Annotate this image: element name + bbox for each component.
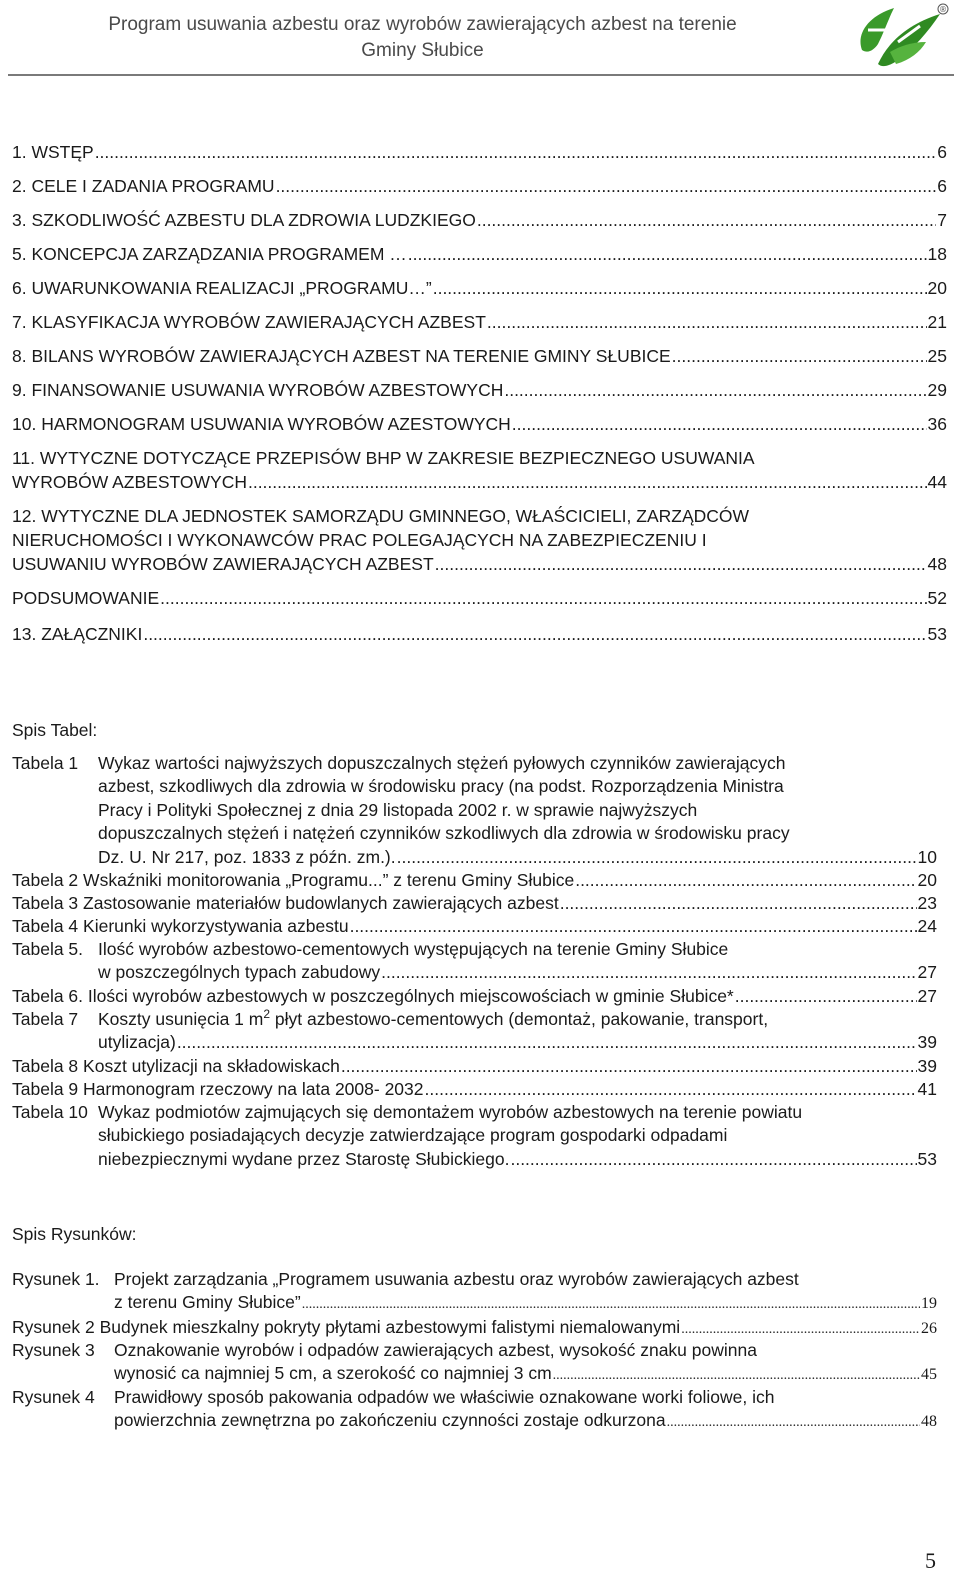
registered-mark: ®: [939, 5, 947, 14]
toc-item-title: PODSUMOWANIE: [12, 588, 160, 608]
figures-list-heading: Spis Rysunków:: [12, 1224, 137, 1244]
entry-text-line: Harmonogram rzeczowy na lata 2008- 2032: [83, 1079, 424, 1099]
document-title-line1: Program usuwania azbestu oraz wyrobów zawierających azbest na terenie: [108, 14, 737, 35]
toc-item-title: 2. CELE I ZADANIA PROGRAMU: [12, 176, 275, 196]
entry-text-line: Kierunki wykorzystywania azbestu: [83, 916, 349, 936]
toc-item-page: 44: [927, 472, 947, 492]
toc-item-title: 5. KONCEPCJA ZARZĄDZANIA PROGRAMEM …: [12, 244, 407, 264]
leader-dots: [408, 242, 927, 266]
toc-item-page: 53: [927, 624, 947, 644]
entry-page: 24: [917, 916, 937, 936]
table-entry-3[interactable]: [12, 892, 937, 915]
header-divider: [8, 74, 954, 76]
entry-label: Tabela 6.: [12, 986, 84, 1006]
table-entry-5[interactable]: [12, 938, 937, 985]
leader-dots: [681, 1318, 920, 1341]
entry-text-line: powierzchnia zewnętrzna po zakończeniu czynności zostaje odkurzona: [114, 1410, 666, 1431]
leader-dots: [143, 622, 926, 646]
toc-item-6[interactable]: [12, 276, 947, 300]
leader-dots: [510, 1148, 916, 1171]
entry-label: Tabela 3: [12, 893, 79, 913]
entry-text-line: wynosić ca najmniej 5 cm, a szerokość co najmniej 3 cm: [114, 1363, 552, 1384]
entry-text-line: Budynek mieszkalny pokryty płytami azbestowymi falistymi niemalowanymi: [99, 1317, 681, 1337]
toc-item-title: USUWANIU WYROBÓW ZAWIERAJĄCYCH AZBEST: [12, 554, 434, 574]
leader-dots: [276, 174, 937, 198]
entry-text-line: Projekt zarządzania „Programem usuwania azbestu oraz wyrobów zawierających azbest: [114, 1269, 799, 1289]
figure-entry-3[interactable]: [12, 1339, 937, 1388]
leader-dots: [248, 470, 927, 494]
toc-item-2[interactable]: [12, 174, 947, 198]
leader-dots: [512, 412, 927, 436]
entry-text-line: z terenu Gminy Słubice”: [114, 1292, 301, 1313]
toc-item-title-line: 12. WYTYCZNE DLA JEDNOSTEK SAMORZĄDU GMINNEGO, WŁAŚCICIELI, ZARZĄDCÓW: [12, 506, 750, 526]
leader-dots: [302, 1293, 920, 1316]
table-entry-2[interactable]: [12, 869, 937, 892]
entry-text-line: w poszczególnych typach zabudowy: [98, 962, 381, 983]
toc-item-page: 36: [927, 414, 947, 434]
organization-logo: [848, 2, 958, 72]
entry-label: Rysunek 1.: [12, 1269, 100, 1289]
toc-item-page: 21: [927, 312, 947, 332]
leader-dots: [553, 1364, 920, 1387]
toc-item-title-line: 11. WYTYCZNE DOTYCZĄCE PRZEPISÓW BHP W ZAKRESIE BEZPIECZNEGO USUWANIA: [12, 448, 755, 468]
toc-item-page: 25: [927, 346, 947, 366]
figure-entry-1[interactable]: [12, 1268, 937, 1317]
entry-page: 39: [917, 1032, 937, 1053]
leader-dots: [504, 378, 926, 402]
entry-label: Tabela 5.: [12, 939, 84, 959]
toc-item-page: 52: [927, 588, 947, 608]
leader-dots: [341, 1055, 917, 1078]
entry-page: 23: [917, 893, 937, 913]
leader-dots: [160, 586, 926, 610]
toc-item-10[interactable]: [12, 412, 947, 436]
leader-dots: [381, 961, 916, 984]
leader-dots: [487, 310, 927, 334]
leaf-logo-icon: [848, 2, 958, 72]
entry-page: 10: [917, 846, 937, 867]
toc-item-title: 1. WSTĘP: [12, 142, 94, 162]
leader-dots: [177, 1031, 917, 1054]
entry-label: Tabela 10: [12, 1102, 88, 1122]
entry-page: 20: [917, 870, 937, 890]
entry-page: 48: [921, 1413, 937, 1431]
entry-text-line: niebezpiecznymi wydane przez Starostę Słubickiego.: [98, 1148, 510, 1169]
toc-item-page: 6: [937, 176, 947, 196]
toc-item-summary[interactable]: [12, 586, 947, 610]
leader-dots: [433, 276, 927, 300]
entry-page: 27: [917, 962, 937, 983]
table-entry-7[interactable]: [12, 1008, 937, 1055]
leader-dots: [560, 892, 917, 915]
toc-item-page: 29: [927, 380, 947, 400]
entry-label: Rysunek 4: [12, 1387, 95, 1407]
entry-text-line: Ilość wyrobów azbestowo-cementowych występujących na terenie Gminy Słubice: [98, 939, 729, 959]
toc-item-7[interactable]: [12, 310, 947, 334]
entry-label: Rysunek 3: [12, 1340, 95, 1360]
table-entry-6[interactable]: [12, 985, 937, 1008]
toc-item-title-line: NIERUCHOMOŚCI I WYKONAWCÓW PRAC POLEGAJĄCYCH NA ZABEZPIECZENIU I: [12, 530, 707, 550]
toc-item-title: 7. KLASYFIKACJA WYROBÓW ZAWIERAJĄCYCH AZBEST: [12, 312, 486, 332]
entry-text-line: Dz. U. Nr 217, poz. 1833 z późn. zm.).: [98, 846, 396, 867]
toc-item-page: 7: [937, 210, 947, 230]
entry-page: 27: [917, 986, 937, 1006]
entry-label: Tabela 4: [12, 916, 79, 936]
table-entry-9[interactable]: [12, 1078, 937, 1101]
entry-label: Tabela 7: [12, 1009, 79, 1029]
toc-item-3[interactable]: [12, 208, 947, 232]
leader-dots: [350, 915, 917, 938]
toc-item-13[interactable]: [12, 622, 947, 646]
entry-label: Tabela 2: [12, 870, 79, 890]
leader-dots: [435, 552, 927, 576]
entry-text-line: Ilości wyrobów azbestowych w poszczególnych miejscowościach w gminie Słubice*: [87, 986, 734, 1006]
entry-page: 19: [921, 1295, 937, 1313]
toc-item-title: 8. BILANS WYROBÓW ZAWIERAJĄCYCH AZBEST NA TERENIE GMINY SŁUBICE: [12, 346, 671, 366]
figure-entry-4[interactable]: [12, 1386, 937, 1435]
entry-text-line: Prawidłowy sposób pakowania odpadów we właściwie oznakowane worki foliowe, ich: [114, 1387, 775, 1407]
entry-page: 45: [921, 1366, 937, 1384]
figure-entry-2[interactable]: [12, 1316, 937, 1341]
toc-item-title: 9. FINANSOWANIE USUWANIA WYROBÓW AZBESTOWYCH: [12, 380, 504, 400]
page-header: [0, 0, 960, 74]
leader-dots: [667, 1411, 920, 1434]
toc-item-8[interactable]: [12, 344, 947, 368]
tables-list-heading: Spis Tabel:: [12, 720, 98, 740]
toc-item-5[interactable]: [12, 242, 947, 266]
toc-item-page: 18: [927, 244, 947, 264]
leader-dots: [397, 846, 917, 869]
toc-item-11[interactable]: [12, 446, 947, 494]
toc-item-12[interactable]: [12, 504, 947, 576]
leader-dots: [425, 1078, 917, 1101]
page-number: 5: [925, 1548, 936, 1573]
toc-item-9[interactable]: [12, 378, 947, 402]
entry-label: Tabela 9: [12, 1079, 79, 1099]
document-title-line2: Gminy Słubice: [361, 40, 484, 61]
entry-label: Rysunek 2: [12, 1317, 95, 1337]
entry-text-line: Pracy i Polityki Społecznej z dnia 29 listopada 2002 r. w sprawie najwyższych: [98, 799, 698, 820]
toc-item-title: 3. SZKODLIWOŚĆ AZBESTU DLA ZDROWIA LUDZKIEGO: [12, 210, 476, 230]
entry-text-line: azbest, szkodliwych dla zdrowia w środowisku pracy (na podst. Rozporządzenia Ministra: [98, 776, 784, 797]
entry-text-line: utylizacja): [98, 1032, 176, 1053]
entry-text-line: Zastosowanie materiałów budowlanych zawierających azbest: [83, 893, 559, 913]
entry-text-line: Koszt utylizacji na składowiskach: [83, 1056, 340, 1076]
toc-item-page: 20: [927, 278, 947, 298]
toc-item-title: WYROBÓW AZBESTOWYCH: [12, 472, 247, 492]
entry-text-line: Wskaźniki monitorowania „Programu...” z terenu Gminy Słubice: [83, 870, 575, 890]
table-entry-4[interactable]: [12, 915, 937, 938]
entry-label: Tabela 8: [12, 1056, 79, 1076]
document-title: [0, 12, 845, 64]
entry-page: 26: [921, 1320, 937, 1337]
entry-text-line: słubickiego posiadających decyzje zatwierdzające program gospodarki odpadami: [98, 1125, 728, 1146]
leader-dots: [672, 344, 927, 368]
table-entry-10[interactable]: [12, 1101, 937, 1171]
toc-item-page: 48: [927, 554, 947, 574]
leader-dots: [477, 208, 936, 232]
entry-text-line: Koszty usunięcia 1 $m^2$ płyt azbestowo-cementowych (demontaż, pakowanie, transport,: [98, 1007, 769, 1029]
table-entry-8[interactable]: [12, 1055, 937, 1078]
toc-item-title: 10. HARMONOGRAM USUWANIA WYROBÓW AZESTOWYCH: [12, 414, 511, 434]
entry-page: 39: [917, 1056, 937, 1076]
toc-item-page: 6: [937, 142, 947, 162]
entry-page: 41: [917, 1079, 937, 1099]
entry-text-line: dopuszczalnych stężeń i natężeń czynników szkodliwych dla zdrowia w środowisku pracy: [98, 823, 790, 844]
toc-item-1[interactable]: [12, 140, 947, 164]
entry-text-line: Wykaz podmiotów zajmujących się demontażem wyrobów azbestowych na terenie powiatu: [98, 1102, 803, 1122]
table-entry-1[interactable]: [12, 752, 937, 869]
leader-dots: [735, 985, 917, 1008]
entry-text-line: Oznakowanie wyrobów i odpadów zawierających azbest, wysokość znaku powinna: [114, 1340, 757, 1360]
leader-dots: [95, 140, 937, 164]
leader-dots: [575, 869, 916, 892]
entry-label: Tabela 1: [12, 753, 79, 773]
entry-page: 53: [917, 1148, 937, 1169]
toc-item-title: 13. ZAŁĄCZNIKI: [12, 624, 143, 644]
entry-text-line: Wykaz wartości najwyższych dopuszczalnych stężeń pyłowych czynników zawierających: [98, 753, 786, 773]
toc-item-title: 6. UWARUNKOWANIA REALIZACJI „PROGRAMU…”: [12, 278, 432, 298]
